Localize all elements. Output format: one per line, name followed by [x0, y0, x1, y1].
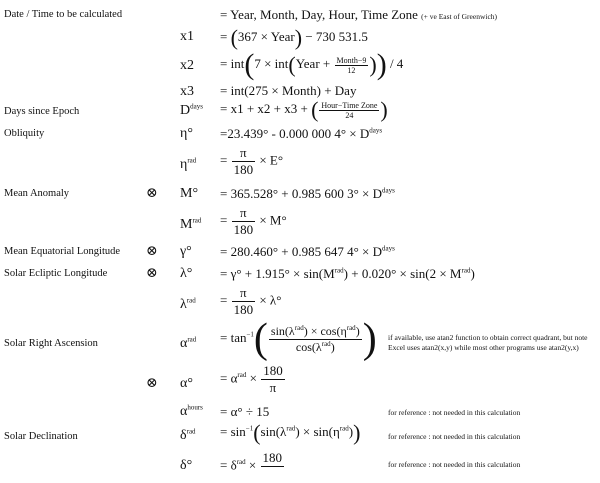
label-mean-eq-long: Mean Equatorial Longitude: [4, 246, 121, 257]
eq-obliquity: =23.439° - 0.000 000 $4^\circ \times D^{days}$: [220, 126, 383, 141]
eq-mean-anomaly: = 365.528° + 0.985 600 $3^\circ \times D^{days}$: [220, 186, 395, 201]
eq-alpha-deg: = $\alpha^{rad}$ × $\frac{180}{\pi}$: [220, 363, 283, 395]
sym-M-rad: $M^{rad}$: [180, 216, 202, 232]
label-datetime: Date / Time to be calculated: [4, 9, 123, 20]
eq-solar-ecl: = $\gamma^\circ + 1.915^\circ \times \sin(M^{rad}) + 0.020^\circ \times \sin(2 \times M^{rad})$: [220, 266, 475, 281]
sym-M: M°: [180, 186, 199, 201]
label-ra: Solar Right Ascension: [4, 338, 98, 349]
eq-ra: = $\tan^{-1}$( $\frac{\sin(\lambda^{rad}) \times \cos(\eta^{rad})}{\cos(\lambda^{rad})}$ ): [220, 316, 377, 362]
sym-alpha-deg: α°: [180, 376, 193, 391]
sym-lambda: λ°: [180, 266, 193, 281]
note-atan2-1: if available, use atan2 function to obtain correct quadrant, but note: [388, 333, 588, 342]
label-mean-anomaly: Mean Anomaly: [4, 188, 70, 199]
sym-alpha-hours: $\alpha^{hours}$: [180, 403, 203, 419]
otimes-mark: ⊗: [146, 376, 158, 391]
note-atan2-2: Excel uses atan2(x,y) while most other programs use atan2(y,x): [388, 343, 579, 352]
label-days: Days since Epoch: [4, 106, 80, 117]
eq-alpha-hours: = α° ÷ 15: [220, 404, 270, 419]
eq-x2: = int(7 × int(Year + $\frac{\text{Month−9}}{12}$ )) / 4: [220, 48, 404, 81]
eq-lambda-rad: = $\frac{\pi}{180}$ × λ°: [220, 285, 282, 317]
otimes-mark: ⊗: [146, 266, 158, 281]
eq-delta-deg: = $\delta^{rad}$ × 180: [220, 450, 283, 473]
eq-mean-eq-long: = 280.460° + 0.985 647 $4^\circ \times D^{days}$: [220, 244, 395, 259]
eq-M-rad: = $\frac{\pi}{180}$ × M°: [220, 205, 287, 237]
sym-delta-deg: δ°: [180, 458, 193, 473]
sym-eta: η°: [180, 126, 193, 141]
note-reference: for reference : not needed in this calculation: [388, 408, 521, 417]
otimes-mark: ⊗: [146, 186, 158, 201]
label-solar-ecl: Solar Ecliptic Longitude: [4, 268, 108, 279]
eq-days: = x1 + x2 + x3 + ( $\frac{\text{Hour−Time Zone}}{24}$ ): [220, 97, 388, 122]
eq-x1: = (367 × Year) − 730 531.5: [220, 25, 368, 50]
sym-x2: x2: [180, 58, 194, 73]
label-decl: Solar Declination: [4, 431, 78, 442]
sym-x1: x1: [180, 29, 194, 44]
eq-x3: = int(275 × Month) + Day: [220, 83, 357, 98]
eq-decl: = $\sin^{-1}(\sin(\lambda^{rad}) \times \sin(\eta^{rad}))$: [220, 420, 361, 445]
otimes-mark: ⊗: [146, 244, 158, 259]
sym-gamma: γ°: [180, 244, 192, 259]
note-reference: for reference : not needed in this calculation: [388, 460, 521, 469]
sym-alpha-rad: $\alpha^{rad}$: [180, 335, 197, 351]
eq-eta-rad: = $\frac{\pi}{180}$ × E°: [220, 145, 284, 177]
note-reference: for reference : not needed in this calculation: [388, 432, 521, 441]
label-obliquity: Obliquity: [4, 128, 45, 139]
eq-datetime: = Year, Month, Day, Hour, Time Zone (+ ve East of Greenwich): [220, 7, 498, 22]
sym-delta-rad: $\delta^{rad}$: [180, 427, 196, 443]
sym-days: $D^{days}$: [180, 102, 203, 118]
sym-lambda-rad: $\lambda^{rad}$: [180, 296, 196, 312]
sym-x3: x3: [180, 84, 194, 99]
sym-eta-rad: $\eta^{rad}$: [180, 156, 197, 172]
